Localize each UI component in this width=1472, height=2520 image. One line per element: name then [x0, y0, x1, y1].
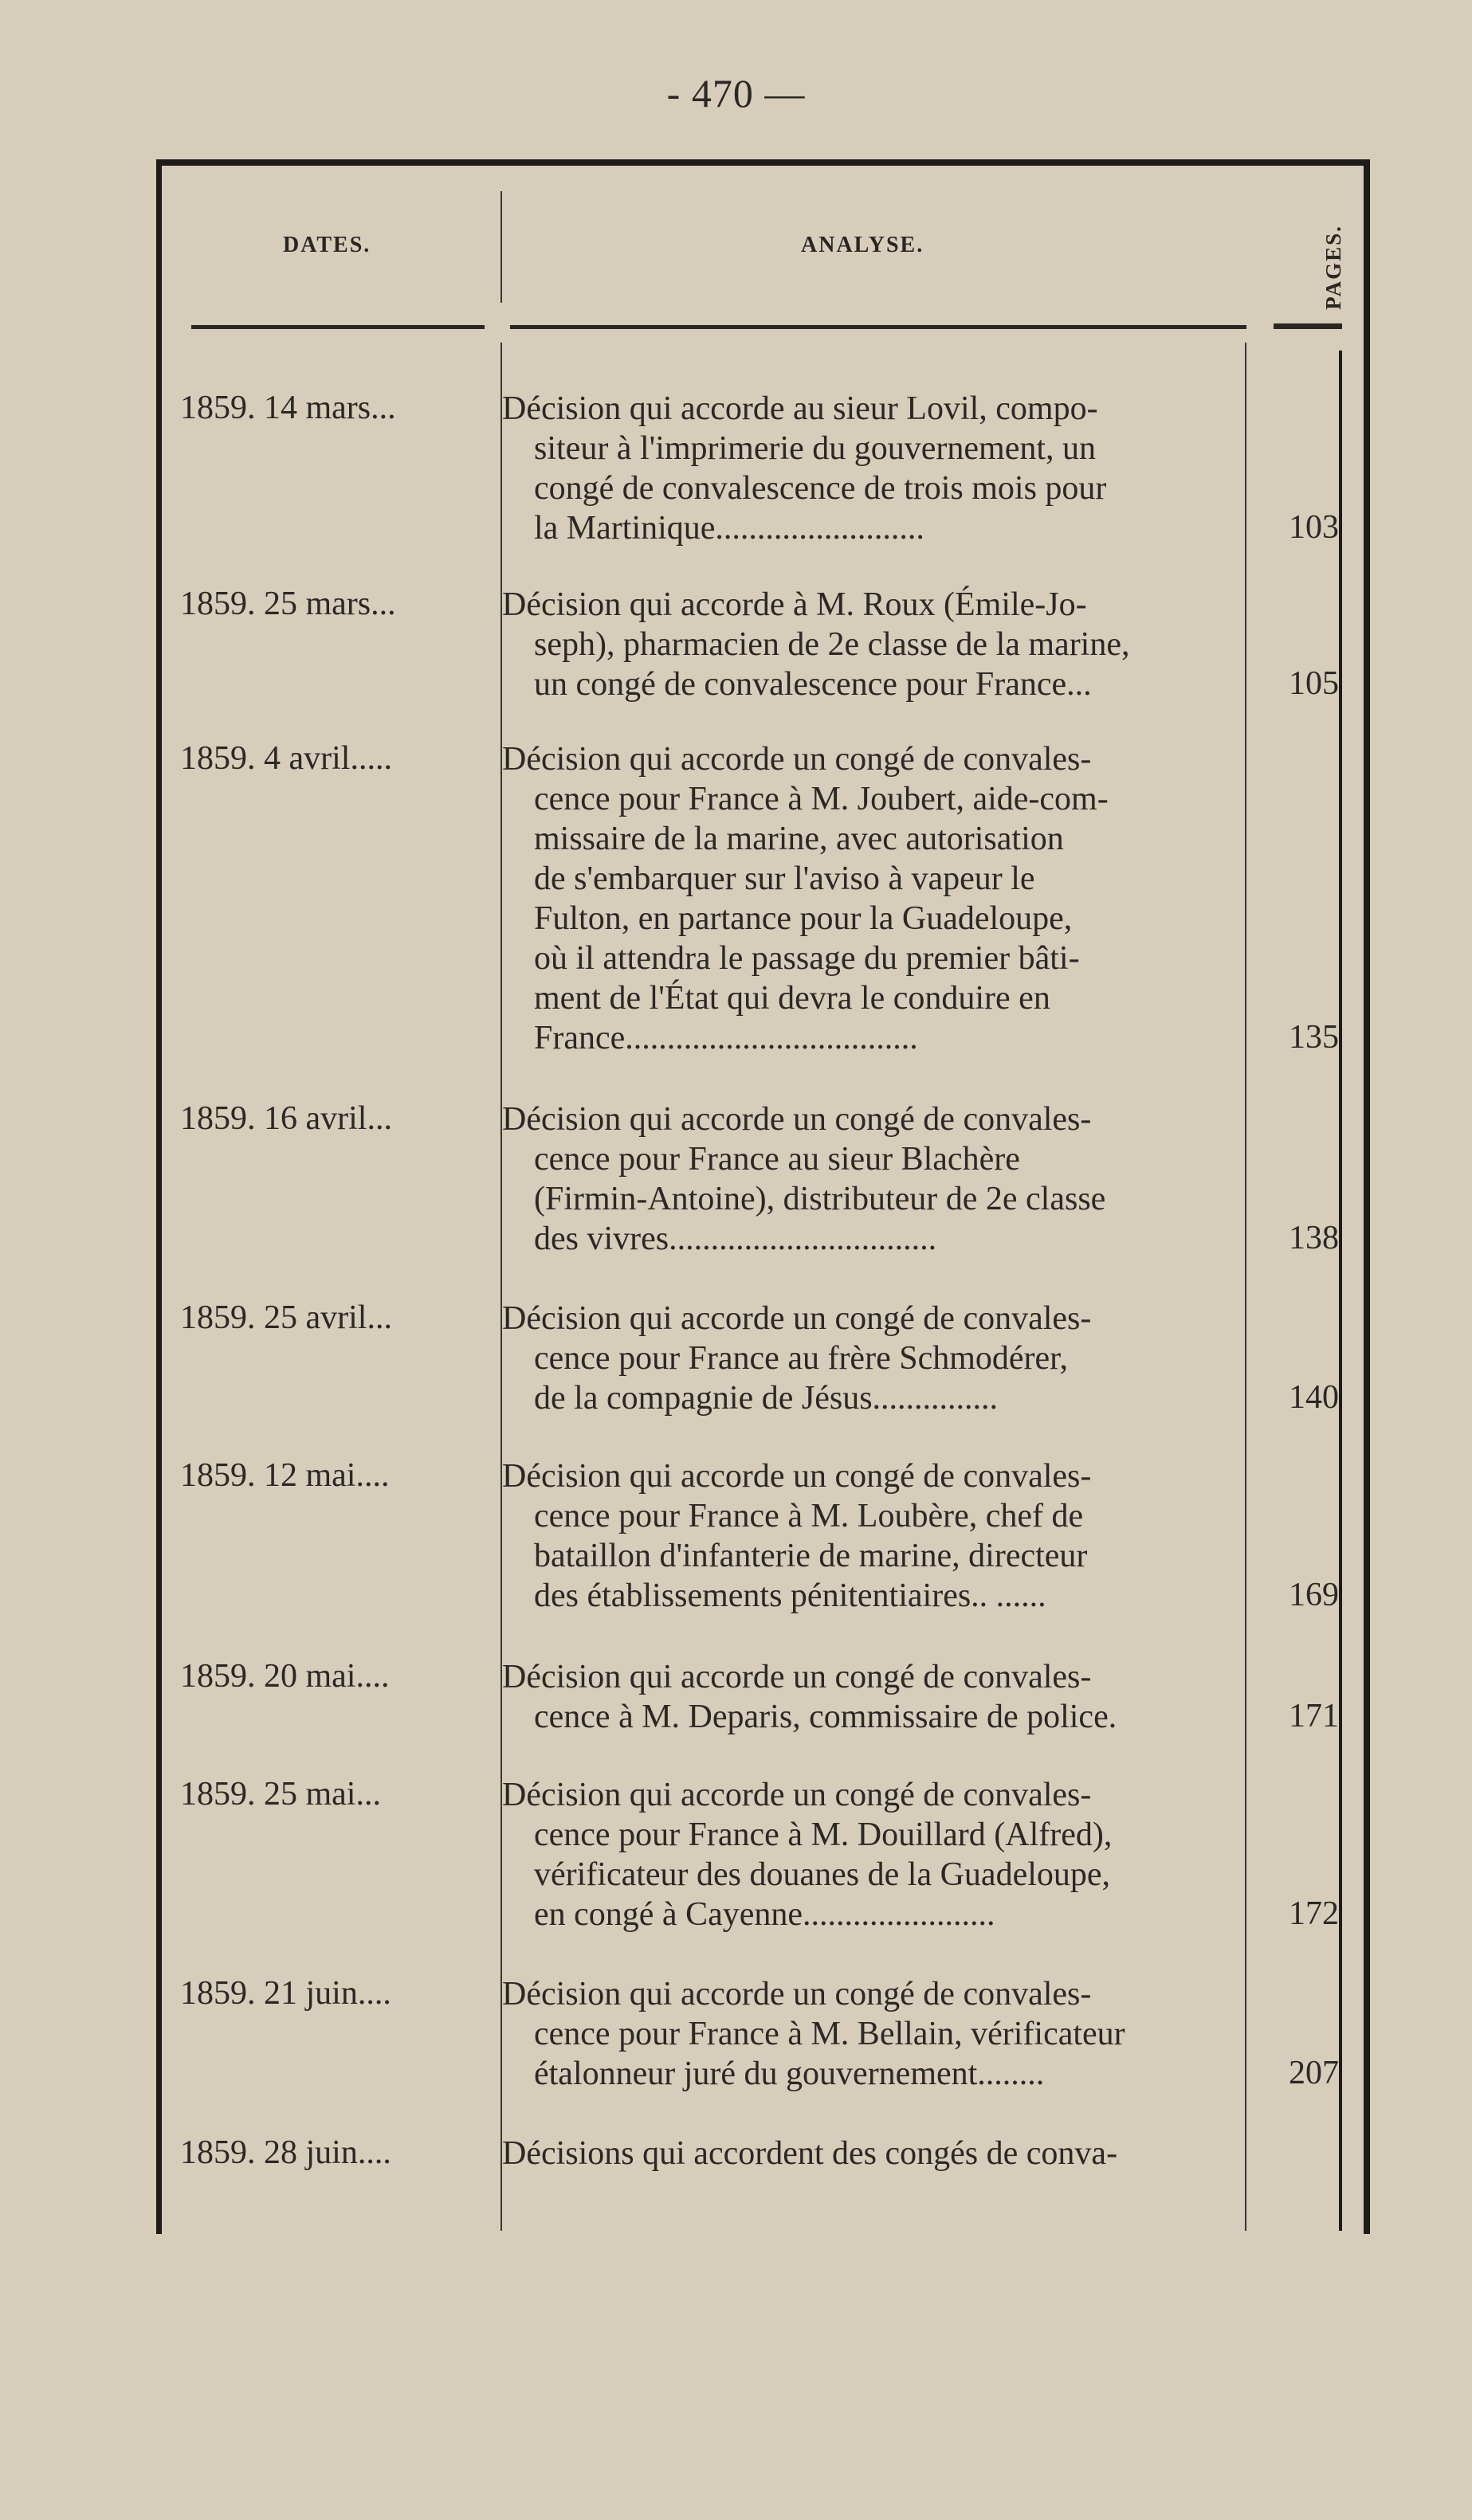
analysis-line: (Firmin-Antoine), distributeur de 2e classe	[534, 1181, 1106, 1217]
entry-analysis	[502, 2134, 1234, 2173]
entry-page: 105	[1289, 665, 1339, 702]
entry-date: 1859. 14 mars...	[180, 390, 396, 426]
column-divider-right	[1339, 351, 1342, 2231]
analysis-line: congé de convalescence de trois mois pour	[534, 470, 1107, 507]
analysis-line: Décision qui accorde un congé de convales-	[502, 1101, 1092, 1138]
entry-date: 1859. 20 mai....	[180, 1658, 390, 1695]
entry-analysis	[502, 1974, 1234, 2094]
analysis-line: Décision qui accorde un congé de convales-	[502, 1777, 1092, 1813]
analysis-line: Décision qui accorde un congé de convales-	[502, 1458, 1092, 1495]
entry-analysis	[502, 1099, 1234, 1259]
entry-analysis	[502, 1456, 1234, 1616]
analysis-line: France...................................	[534, 1020, 918, 1056]
analysis-line: cence pour France au sieur Blachère	[534, 1141, 1020, 1178]
entry-date: 1859. 21 juin....	[180, 1975, 391, 2012]
analysis-line: cence pour France à M. Douillard (Alfred),	[534, 1817, 1113, 1853]
analysis-line: Décision qui accorde au sieur Lovil, compo-	[502, 390, 1098, 427]
entry-date: 1859. 4 avril.....	[180, 740, 392, 777]
entry-analysis	[502, 1299, 1234, 1418]
entry-date: 1859. 16 avril...	[180, 1100, 392, 1137]
entry-page: 135	[1289, 1019, 1339, 1056]
analysis-line: Décision qui accorde un congé de convales-	[502, 1976, 1092, 2012]
analysis-line: cence à M. Deparis, commissaire de police.	[534, 1699, 1117, 1735]
header-rule-pages	[1274, 323, 1342, 329]
entry-date: 1859. 25 mars...	[180, 586, 396, 622]
entry-date: 1859. 25 avril...	[180, 1299, 392, 1336]
analysis-line: Décision qui accorde à M. Roux (Émile-Jo-	[502, 586, 1087, 623]
analysis-line: des établissements pénitentiaires.. ......	[534, 1577, 1046, 1614]
analysis-line: où il attendra le passage du premier bâti-	[534, 940, 1080, 977]
analysis-line: des vivres................................	[534, 1221, 937, 1257]
analysis-line: siteur à l'imprimerie du gouvernement, un	[534, 430, 1097, 467]
column-divider-pages	[1245, 343, 1246, 2231]
entry-date: 1859. 12 mai....	[180, 1457, 390, 1494]
analysis-line: de la compagnie de Jésus...............	[534, 1380, 999, 1417]
analysis-line: cence pour France à M. Bellain, vérificateur	[534, 2016, 1125, 2052]
header-rule-analyse	[510, 325, 1246, 329]
column-header-dates: DATES.	[283, 233, 371, 257]
analysis-line: Décisions qui accordent des congés de conva-	[502, 2135, 1118, 2172]
analysis-line: un congé de convalescence pour France...	[534, 666, 1092, 703]
analysis-line: vérificateur des douanes de la Guadeloupe,	[534, 1856, 1111, 1893]
entry-page: 103	[1289, 509, 1339, 546]
entry-analysis	[502, 1775, 1234, 1934]
analysis-line: ment de l'État qui devra le conduire en	[534, 980, 1050, 1017]
entry-analysis	[502, 585, 1234, 704]
column-header-analyse: ANALYSE.	[801, 233, 924, 257]
analysis-line: bataillon d'infanterie de marine, directeur	[534, 1538, 1088, 1574]
analysis-line: de s'embarquer sur l'aviso à vapeur le	[534, 860, 1035, 897]
analysis-line: cence pour France à M. Loubère, chef de	[534, 1498, 1084, 1534]
entry-analysis	[502, 739, 1234, 1058]
analysis-line: cence pour France à M. Joubert, aide-com-	[534, 781, 1109, 817]
entry-date: 1859. 25 mai...	[180, 1776, 381, 1813]
analysis-line: la Martinique.........................	[534, 510, 924, 547]
analysis-line: cence pour France au frère Schmodérer,	[534, 1340, 1068, 1377]
entry-page: 172	[1289, 1895, 1339, 1932]
header-column-divider	[500, 191, 502, 303]
analysis-line: étalonneur juré du gouvernement........	[534, 2056, 1045, 2092]
entry-page: 138	[1289, 1220, 1339, 1256]
page-number: - 470 —	[666, 71, 806, 116]
analysis-line: Décision qui accorde un congé de convales-	[502, 741, 1092, 778]
header-rule-dates	[191, 325, 485, 329]
analysis-line: Fulton, en partance pour la Guadeloupe,	[534, 900, 1073, 937]
entry-page: 140	[1289, 1379, 1339, 1416]
analysis-line: en congé à Cayenne.......................	[534, 1896, 995, 1933]
analysis-line: Décision qui accorde un congé de convales-	[502, 1659, 1092, 1695]
entry-date: 1859. 28 juin....	[180, 2134, 391, 2171]
entry-page: 207	[1289, 2055, 1339, 2091]
analysis-line: Décision qui accorde un congé de convales-	[502, 1300, 1092, 1337]
entry-page: 171	[1289, 1698, 1339, 1734]
analysis-line: seph), pharmacien de 2e classe de la marine,	[534, 626, 1130, 663]
entry-analysis	[502, 389, 1234, 548]
entry-analysis	[502, 1657, 1234, 1737]
entry-page: 169	[1289, 1577, 1339, 1613]
column-header-pages: PAGES.	[1321, 225, 1345, 310]
analysis-line: missaire de la marine, avec autorisation	[534, 821, 1064, 857]
